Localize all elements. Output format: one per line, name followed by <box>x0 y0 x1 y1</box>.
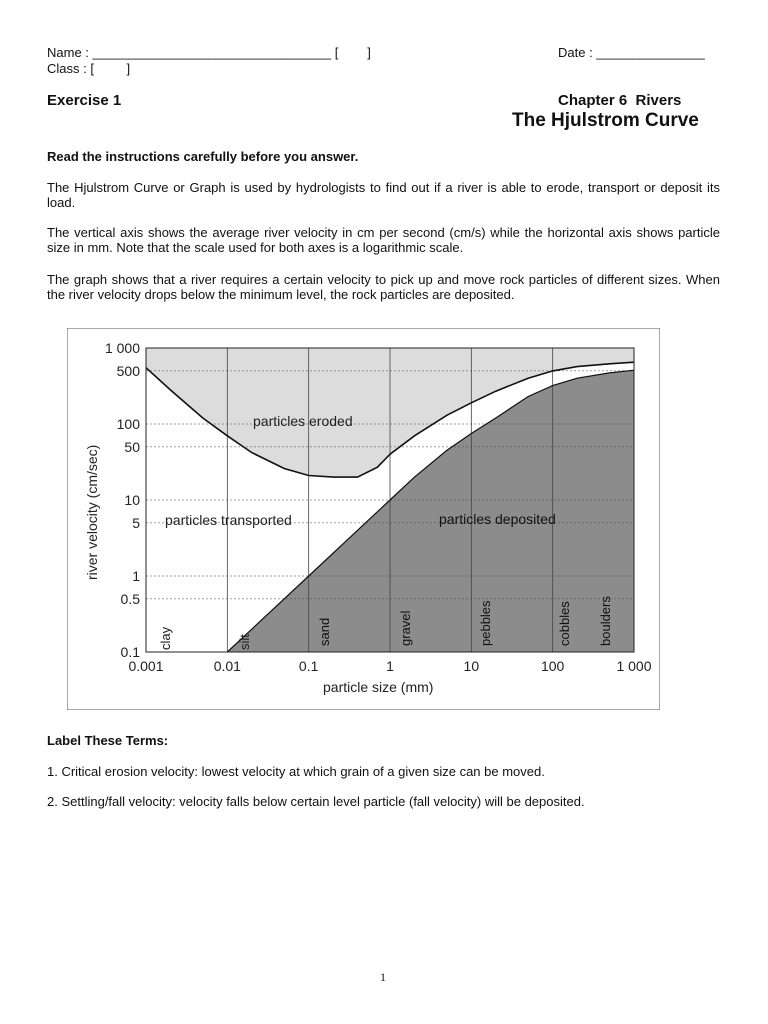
label-terms-heading: Label These Terms: <box>47 733 169 748</box>
x-tick-label: 10 <box>463 658 480 674</box>
region-label-eroded: particles eroded <box>253 413 353 429</box>
region-label-transported: particles transported <box>165 512 292 528</box>
page-number: 1 <box>380 970 386 984</box>
size-class-sand: sand <box>317 617 332 646</box>
y-tick-label: 0.1 <box>120 644 140 660</box>
y-tick-label: 10 <box>124 492 140 508</box>
name-field-line[interactable]: Name : _________________________________ [ ] <box>47 45 371 60</box>
hjulstrom-chart <box>67 328 660 710</box>
x-tick-label: 0.1 <box>298 658 319 674</box>
x-tick-label: 1 <box>386 658 394 674</box>
size-class-boulders: boulders <box>598 596 613 646</box>
hjulstrom-chart-svg <box>67 328 660 710</box>
y-tick-label: 50 <box>124 438 140 455</box>
region-label-deposited: particles deposited <box>439 511 556 527</box>
instructions-text: Read the instructions carefully before you answer. <box>47 149 359 164</box>
size-class-gravel: gravel <box>398 610 413 646</box>
size-class-pebbles: pebbles <box>478 600 493 646</box>
x-tick-label: 0.001 <box>128 658 164 674</box>
y-tick-label: 500 <box>116 362 140 379</box>
size-class-silt: silt <box>237 634 252 650</box>
y-tick-label: 1 <box>132 568 140 584</box>
paragraph-2: The vertical axis shows the average river velocity in cm per second (cm/s) while the horizontal axis shows particle size in mm. Note that the scale used for both axes is a logarithmic scale. <box>47 225 720 255</box>
y-tick-label: 5 <box>132 514 140 531</box>
size-class-clay: clay <box>158 626 173 650</box>
page-title: The Hjulstrom Curve <box>512 110 699 131</box>
y-axis-label: river velocity (cm/sec) <box>84 444 100 580</box>
exercise-title: Exercise 1 <box>47 92 122 109</box>
y-tick-label: 0.5 <box>120 590 140 607</box>
paragraph-3: The graph shows that a river requires a certain velocity to pick up and move rock particles of different sizes. When the river velocity drops below the minimum level, the rock particles are deposited. <box>47 272 720 302</box>
y-tick-label: 1 000 <box>104 340 140 356</box>
y-tick-label: 100 <box>116 416 140 432</box>
size-class-cobbles: cobbles <box>557 601 572 646</box>
x-tick-label: 100 <box>540 658 565 674</box>
x-tick-label: 0.01 <box>213 658 241 674</box>
term-1: 1. Critical erosion velocity: lowest velocity at which grain of a given size can be moved. <box>47 764 545 779</box>
x-axis-label: particle size (mm) <box>323 679 434 695</box>
chapter-title: Chapter 6 Rivers <box>558 92 682 109</box>
paragraph-1: The Hjulstrom Curve or Graph is used by hydrologists to find out if a river is able to erode, transport or deposit its load. <box>47 180 720 210</box>
date-field-line[interactable]: Date : _______________ <box>558 45 705 60</box>
class-field-line[interactable]: Class : [ ] <box>47 61 131 76</box>
term-2: 2. Settling/fall velocity: velocity falls below certain level particle (fall velocity) will be deposited. <box>47 794 585 809</box>
x-tick-label: 1 000 <box>616 658 652 674</box>
